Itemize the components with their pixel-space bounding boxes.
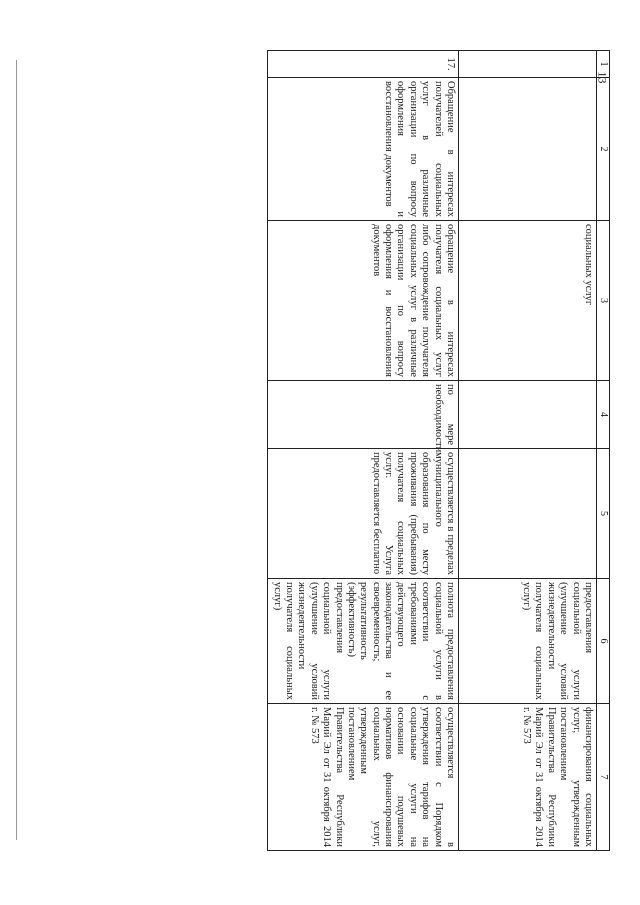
cell-service-description: обращение в интересах получателя социальных услуг либо сопровождение получателя социальных услуг в различные организации по вопросу оформления и восстановления документов (268, 221, 459, 381)
column-number: 7 (597, 704, 610, 851)
cell-timing (459, 381, 597, 449)
cell-tariff-terms: финансирования социальных услуг, утвержденным постановлением Правительства Республики Марий Эл от 31 октября 2014 г. № 573 (459, 704, 597, 851)
table-row-17 (268, 51, 459, 851)
cell-service-name: Обращение в интересах получателей социальных услуг в различные организации по вопросу оформления и восстановления документов (268, 78, 459, 221)
social-services-table (267, 50, 610, 851)
column-number: 2 (597, 78, 610, 221)
cell-conditions (459, 449, 597, 579)
scan-margin-line (16, 60, 17, 840)
cell-quality-indicators: предоставления социальной услуги (улучшение условий жизнедеятельности получателя социальных услуг) (459, 579, 597, 704)
table-row-continuation (459, 51, 597, 851)
cell-number (459, 51, 597, 78)
rotated-table-container (120, 50, 610, 850)
cell-service-name (459, 78, 597, 221)
cell-timing: по мере необходимости (268, 381, 459, 449)
column-number: 6 (597, 579, 610, 704)
cell-conditions: осуществляется в пределах муниципального образования по месту проживания (пребывания) получателя социальных услуг. Услуга предоставляется бесплатно (268, 449, 459, 579)
cell-number: 17. (268, 51, 459, 78)
column-number-row (597, 51, 610, 851)
column-number: 1 (597, 51, 610, 78)
column-number: 3 (597, 221, 610, 381)
page-number: 13 (595, 71, 610, 84)
cell-tariff-terms: осуществляется в соответствии с Порядком утверждения тарифов на социальные услуги на основании подушевых нормативов финансирования социальных услуг, утвержденным постановлением Правительства Республики Марий Эл от 31 октября 2014 г. № 573 (268, 704, 459, 851)
column-number: 5 (597, 449, 610, 579)
cell-quality-indicators: полнота предоставления социальной услуги в соответствии с требованиями действующего законодательства и ее своевременность; результативность (эффективность) предоставления социальной услуги (улучшение условий жизнедеятельности получателя социальных услуг) (268, 579, 459, 704)
cell-service-description: социальных услуг (459, 221, 597, 381)
column-number: 4 (597, 381, 610, 449)
